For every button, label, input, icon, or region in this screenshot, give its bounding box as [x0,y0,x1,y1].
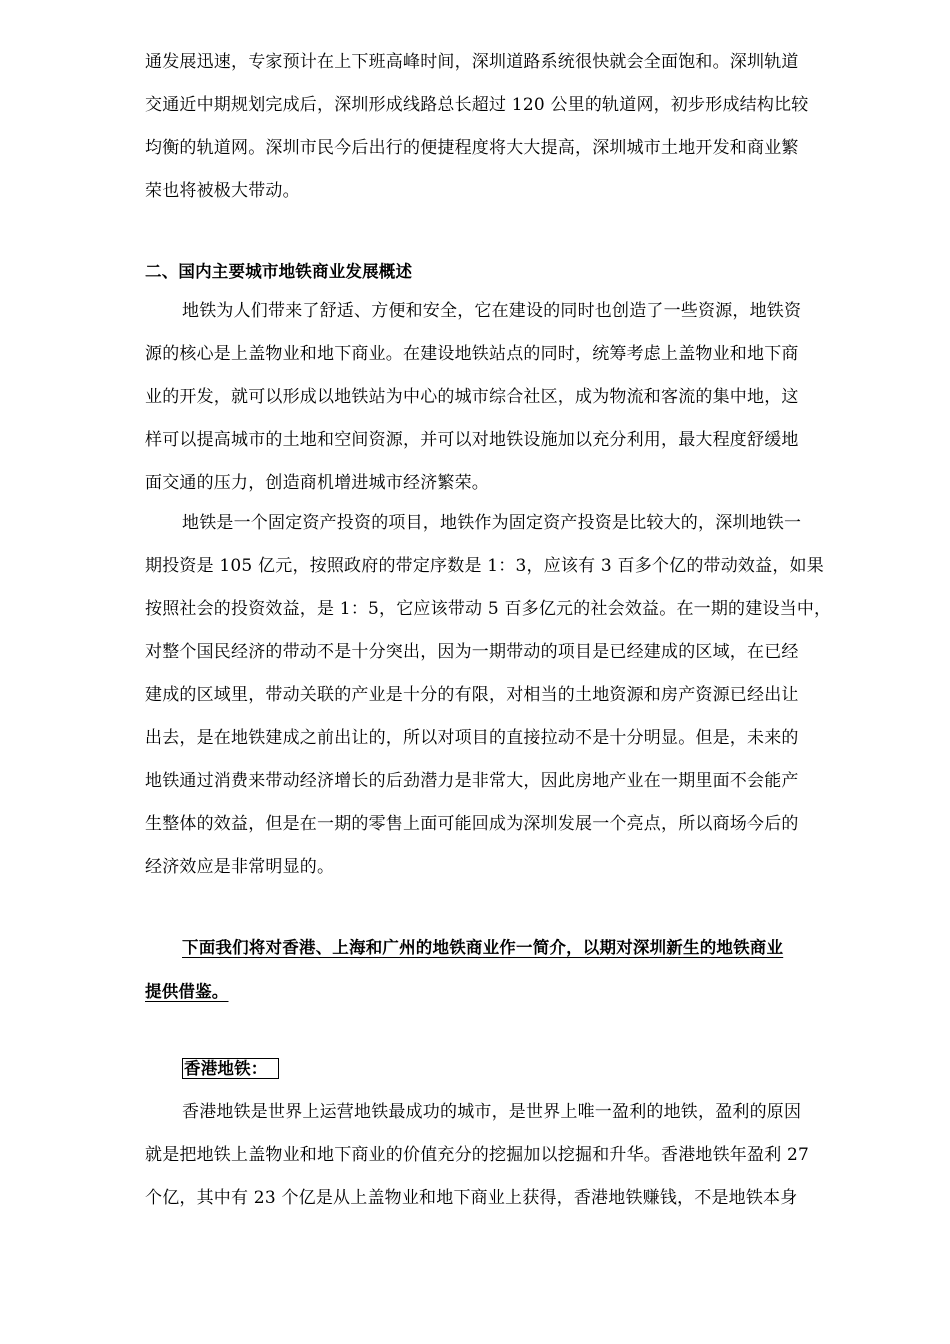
hongkong-heading: 香港地铁： [182,1058,279,1079]
paragraph-line: 香港地铁是世界上运营地铁最成功的城市，是世界上唯一盈利的地铁，盈利的原因 [182,1102,802,1122]
paragraph-line: 源的核心是上盖物业和地下商业。在建设地铁站点的同时，统筹考虑上盖物业和地下商 [145,344,799,364]
paragraph-line: 地铁是一个固定资产投资的项目，地铁作为固定资产投资是比较大的，深圳地铁一 [182,513,802,533]
paragraph-line: 按照社会的投资效益，是 1：5，它应该带动 5 百多亿元的社会效益。在一期的建设当中， [145,599,832,619]
paragraph-line: 样可以提高城市的土地和空间资源，并可以对地铁设施加以充分利用，最大程度舒缓地 [145,430,799,450]
intro-line-1: 通发展迅速，专家预计在上下班高峰时间，深圳道路系统很快就会全面饱和。深圳轨道 [145,52,799,72]
paragraph-line: 期投资是 105 亿元，按照政府的带定序数是 1：3，应该有 3 百多个亿的带动效益，如果 [145,556,824,576]
paragraph-line: 建成的区域里，带动关联的产业是十分的有限，对相当的土地资源和房产资源已经出让 [145,685,799,705]
intro-line-4: 荣也将被极大带动。 [145,181,300,201]
paragraph-line: 出去，是在地铁建成之前出让的，所以对项目的直接拉动不是十分明显。但是，未来的 [145,728,799,748]
paragraph-line: 地铁通过消费来带动经济增长的后劲潜力是非常大，因此房地产业在一期里面不会能产 [145,771,799,791]
paragraph-line: 就是把地铁上盖物业和地下商业的价值充分的挖掘加以挖掘和升华。香港地铁年盈利 27 [145,1145,810,1165]
paragraph-line: 经济效应是非常明显的。 [145,857,335,877]
paragraph-line: 对整个国民经济的带动不是十分突出，因为一期带动的项目是已经建成的区域，在已经 [145,642,799,662]
paragraph-line: 个亿，其中有 23 个亿是从上盖物业和地下商业上获得，香港地铁赚钱，不是地铁本身 [145,1188,798,1208]
intro-line-2: 交通近中期规划完成后，深圳形成线路总长超过 120 公里的轨道网，初步形成结构比较 [145,95,809,115]
hongkong-heading-wrap [182,1058,279,1080]
paragraph-line: 业的开发，就可以形成以地铁站为中心的城市综合社区，成为物流和客流的集中地，这 [145,387,799,407]
intro-statement-line: 提供借鉴。 [145,982,229,1001]
paragraph-line: 生整体的效益，但是在一期的零售上面可能回成为深圳发展一个亮点，所以商场今后的 [145,814,799,834]
paragraph-line: 地铁为人们带来了舒适、方便和安全，它在建设的同时也创造了一些资源，地铁资 [182,301,802,321]
paragraph-line: 面交通的压力，创造商机增进城市经济繁荣。 [145,473,489,493]
intro-statement-line: 下面我们将对香港、上海和广州的地铁商业作一简介，以期对深圳新生的地铁商业 [182,938,784,957]
section-heading: 二、国内主要城市地铁商业发展概述 [145,262,413,281]
intro-line-3: 均衡的轨道网。深圳市民今后出行的便捷程度将大大提高，深圳城市土地开发和商业繁 [145,138,799,158]
